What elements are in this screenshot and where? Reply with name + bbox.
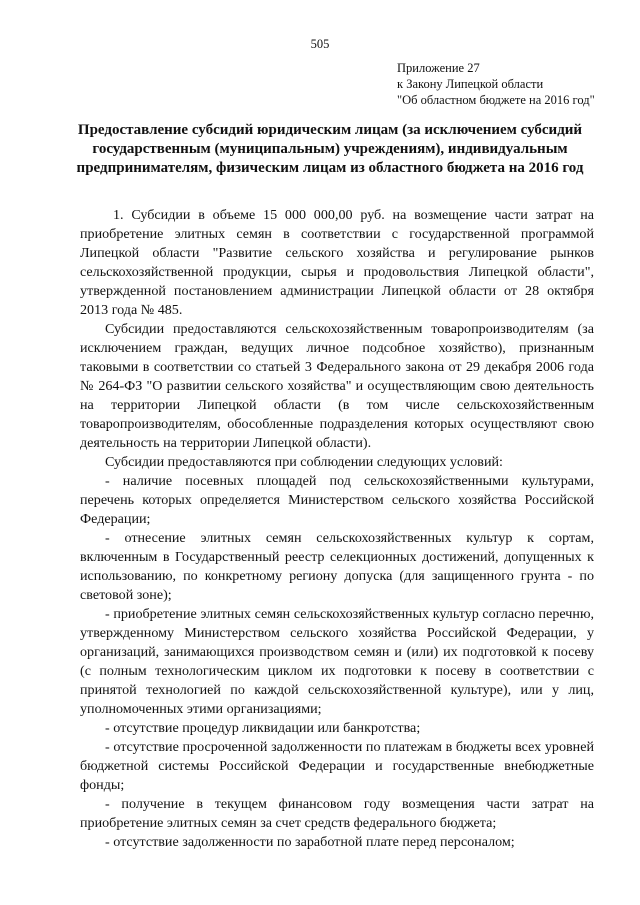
document-title [70,121,590,178]
title-line-3: предпринимателям, физическим лицам из областного бюджета на 2016 год [76,160,584,176]
title-line-2: государственным (муниципальным) учреждениям), индивидуальным [92,141,568,157]
appendix-line-3: "Об областном бюджете на 2016 год" [397,93,595,107]
condition-item: - отнесение элитных семян сельскохозяйственных культур к сортам, включенным в Государственный реестр селекционных достижений, допущенных к использованию, по конкретному региону допуска (для защищенного грунта - по световой зоне); [80,530,594,603]
paragraph-recipients: Субсидии предоставляются сельскохозяйственным товаропроизводителям (за исключением граждан, ведущих личное подсобное хозяйство), признанным таковыми в соответствии со статьей 3 Федерального закона от 29 декабря 2006 года № 264-ФЗ "О развитии сельского хозяйства" и осуществляющим свою деятельность на территории Липецкой области (в том числе сельскохозяйственным товаропроизводителям, обособленные подразделения которых осуществляют свою деятельность на территории Липецкой области). [80,321,594,451]
appendix-line-2: к Закону Липецкой области [397,77,544,91]
condition-item: - получение в текущем финансовом году возмещения части затрат на приобретение элитных семян за счет средств федерального бюджета; [80,796,594,831]
appendix-line-1: Приложение 27 [397,61,480,75]
paragraph-conditions-intro: Субсидии предоставляются при соблюдении следующих условий: [105,454,503,470]
page-number: 505 [310,37,330,51]
condition-item: - отсутствие просроченной задолженности по платежам в бюджеты всех уровней бюджетной системы Российской Федерации и государственные внебюджетные фонды; [80,739,594,793]
condition-item: - наличие посевных площадей под сельскохозяйственными культурами, перечень которых определяется Министерством сельского хозяйства Российской Федерации; [80,473,594,527]
title-line-1: Предоставление субсидий юридическим лицам (за исключением субсидий [77,122,583,138]
condition-item: - отсутствие процедур ликвидации или банкротства; [105,720,421,736]
document-body [80,206,594,852]
condition-item: - приобретение элитных семян сельскохозяйственных культур согласно перечню, утвержденному Министерством сельского хозяйства Российской Федерации, у организаций, занимающихся производством семян и (или) их подготовкой к посеву (с полным технологическим циклом их подготовки к посеву в соответствии с принятой технологией по каждой сельскохозяйственной культуре), или у лиц, уполномоченных этими организациями; [80,606,594,717]
condition-item: - отсутствие задолженности по заработной плате перед персоналом; [105,834,515,850]
paragraph-subsidy-amount: 1. Субсидии в объеме 15 000 000,00 руб. на возмещение части затрат на приобретение элитных семян в соответствии с государственной программой Липецкой области "Развитие сельского хозяйства и регулирование рынков сельскохозяйственной продукции, сырья и продовольствия Липецкой области", утвержденной постановлением администрации Липецкой области от 28 октября 2013 года № 485. [80,207,594,318]
appendix-reference [397,60,595,108]
